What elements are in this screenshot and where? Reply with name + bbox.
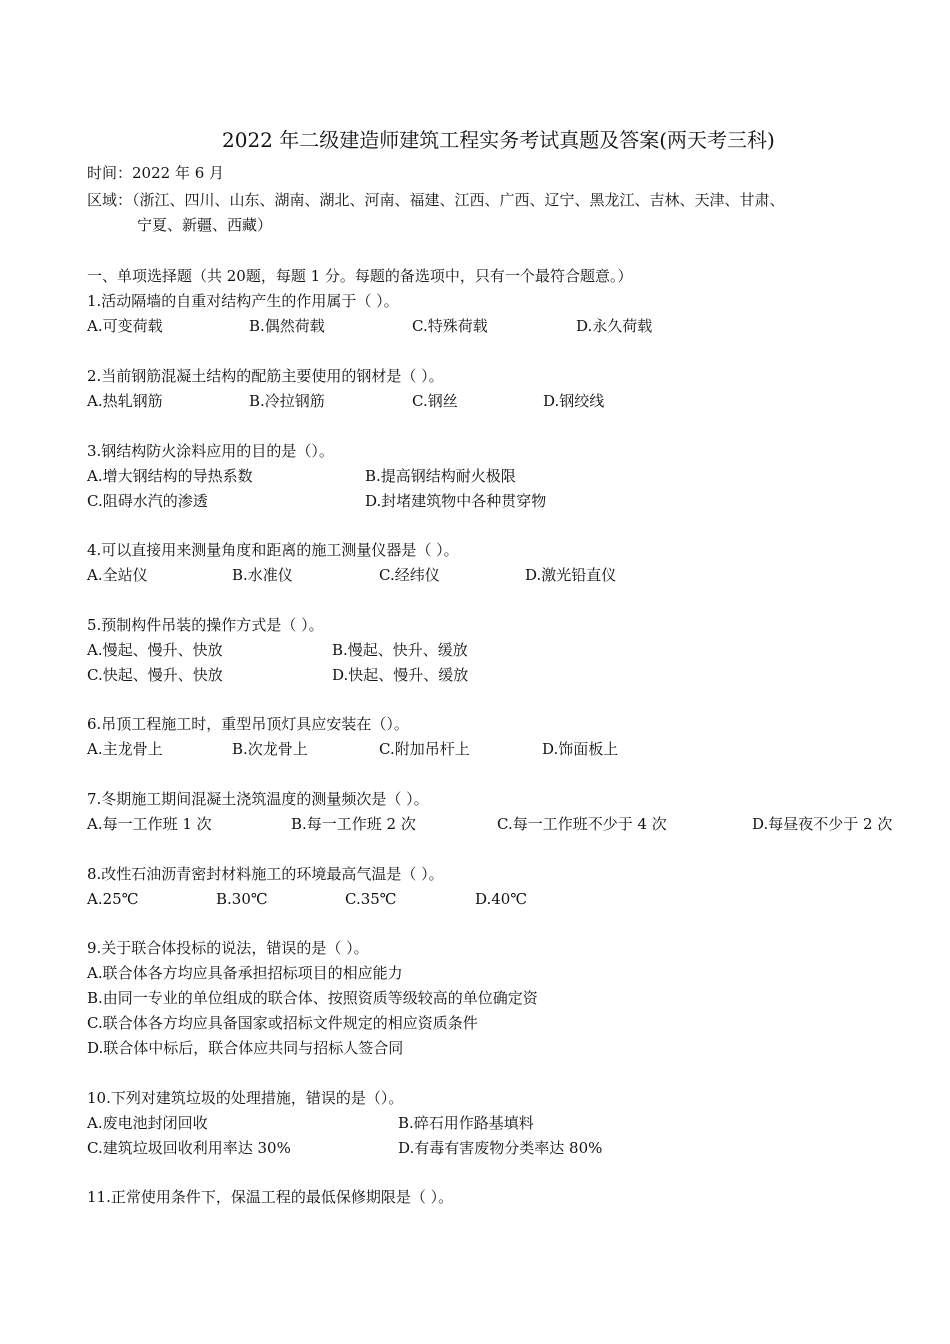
option-a: A.主龙骨上 xyxy=(87,740,163,758)
question-stem: 2.当前钢筋混凝土结构的配筋主要使用的钢材是（ ）。 xyxy=(87,367,444,385)
option-b: B.冷拉钢筋 xyxy=(249,392,325,410)
question-stem: 8.改性石油沥青密封材料施工的环境最高气温是（ ）。 xyxy=(87,865,444,883)
option-d: D.联合体中标后，联合体应共同与招标人签合同 xyxy=(87,1039,404,1057)
option-b: B.偶然荷载 xyxy=(249,317,325,335)
option-a: A.全站仪 xyxy=(87,566,148,584)
option-b: B.提高钢结构耐火极限 xyxy=(365,467,516,485)
option-c: C.每一工作班不少于 4 次 xyxy=(497,815,667,833)
option-a: A.可变荷载 xyxy=(87,317,163,335)
exam-time: 时间：2022 年 6 月 xyxy=(87,164,225,182)
option-c: C.特殊荷载 xyxy=(412,317,488,335)
option-a: A.热轧钢筋 xyxy=(87,392,163,410)
question-stem: 11.正常使用条件下，保温工程的最低保修期限是（ ）。 xyxy=(87,1188,454,1206)
option-b: B.由同一专业的单位组成的联合体、按照资质等级较高的单位确定资 xyxy=(87,989,538,1007)
option-d: D.封堵建筑物中各种贯穿物 xyxy=(365,492,547,510)
option-d: D.永久荷载 xyxy=(576,317,653,335)
option-b: B.30℃ xyxy=(216,890,268,908)
question-stem: 10.下列对建筑垃圾的处理措施，错误的是（）。 xyxy=(87,1089,404,1107)
option-b: B.水准仪 xyxy=(232,566,293,584)
question-stem: 5.预制构件吊装的操作方式是（ ）。 xyxy=(87,616,324,634)
option-a: A.25℃ xyxy=(87,890,139,908)
option-d: D.40℃ xyxy=(475,890,528,908)
option-c: C.附加吊杆上 xyxy=(379,740,470,758)
option-d: D.快起、慢升、缓放 xyxy=(332,666,469,684)
option-a: A.每一工作班 1 次 xyxy=(87,815,212,833)
option-c: C.快起、慢升、快放 xyxy=(87,666,223,684)
option-a: A.增大钢结构的导热系数 xyxy=(87,467,253,485)
question-stem: 1.活动隔墙的自重对结构产生的作用属于（ ）。 xyxy=(87,292,399,310)
option-d: D.激光铅直仪 xyxy=(525,566,617,584)
option-a: A.慢起、慢升、快放 xyxy=(87,641,223,659)
question-stem: 7.冬期施工期间混凝土浇筑温度的测量频次是（ ）。 xyxy=(87,790,429,808)
option-c: C.建筑垃圾回收利用率达 30% xyxy=(87,1139,291,1157)
option-b: B.慢起、快升、缓放 xyxy=(332,641,468,659)
option-c: C.阻碍水汽的渗透 xyxy=(87,492,208,510)
option-a: A.废电池封闭回收 xyxy=(87,1114,208,1132)
option-d: D.每昼夜不少于 2 次 xyxy=(752,815,893,833)
question-stem: 3.钢结构防火涂料应用的目的是（）。 xyxy=(87,442,334,460)
exam-region-line-2: 宁夏、新疆、西藏） xyxy=(137,216,273,234)
option-d: D.钢绞线 xyxy=(543,392,605,410)
option-c: C.钢丝 xyxy=(412,392,458,410)
question-stem: 6.吊顶工程施工时，重型吊顶灯具应安装在（）。 xyxy=(87,715,409,733)
option-c: C.35℃ xyxy=(345,890,397,908)
option-b: B.每一工作班 2 次 xyxy=(291,815,416,833)
question-stem: 4.可以直接用来测量角度和距离的施工测量仪器是（ ）。 xyxy=(87,541,459,559)
option-a: A.联合体各方均应具备承担招标项目的相应能力 xyxy=(87,964,403,982)
option-b: B.碎石用作路基填料 xyxy=(398,1114,534,1132)
option-c: C.经纬仪 xyxy=(379,566,440,584)
option-d: D.饰面板上 xyxy=(542,740,619,758)
section-heading: 一、单项选择题（共 20题，每题 1 分。每题的备选项中，只有一个最符合题意。） xyxy=(87,267,633,285)
option-b: B.次龙骨上 xyxy=(232,740,308,758)
document-title: 2022 年二级建造师建筑工程实务考试真题及答案(两天考三科) xyxy=(222,128,775,152)
question-stem: 9.关于联合体投标的说法，错误的是（ ）。 xyxy=(87,939,369,957)
option-c: C.联合体各方均应具备国家或招标文件规定的相应资质条件 xyxy=(87,1014,478,1032)
option-d: D.有毒有害废物分类率达 80% xyxy=(398,1139,603,1157)
exam-region-line-1: 区域：（浙江、四川、山东、湖南、湖北、河南、福建、江西、广西、辽宁、黑龙江、吉林、天津、甘肃、 xyxy=(87,191,785,209)
